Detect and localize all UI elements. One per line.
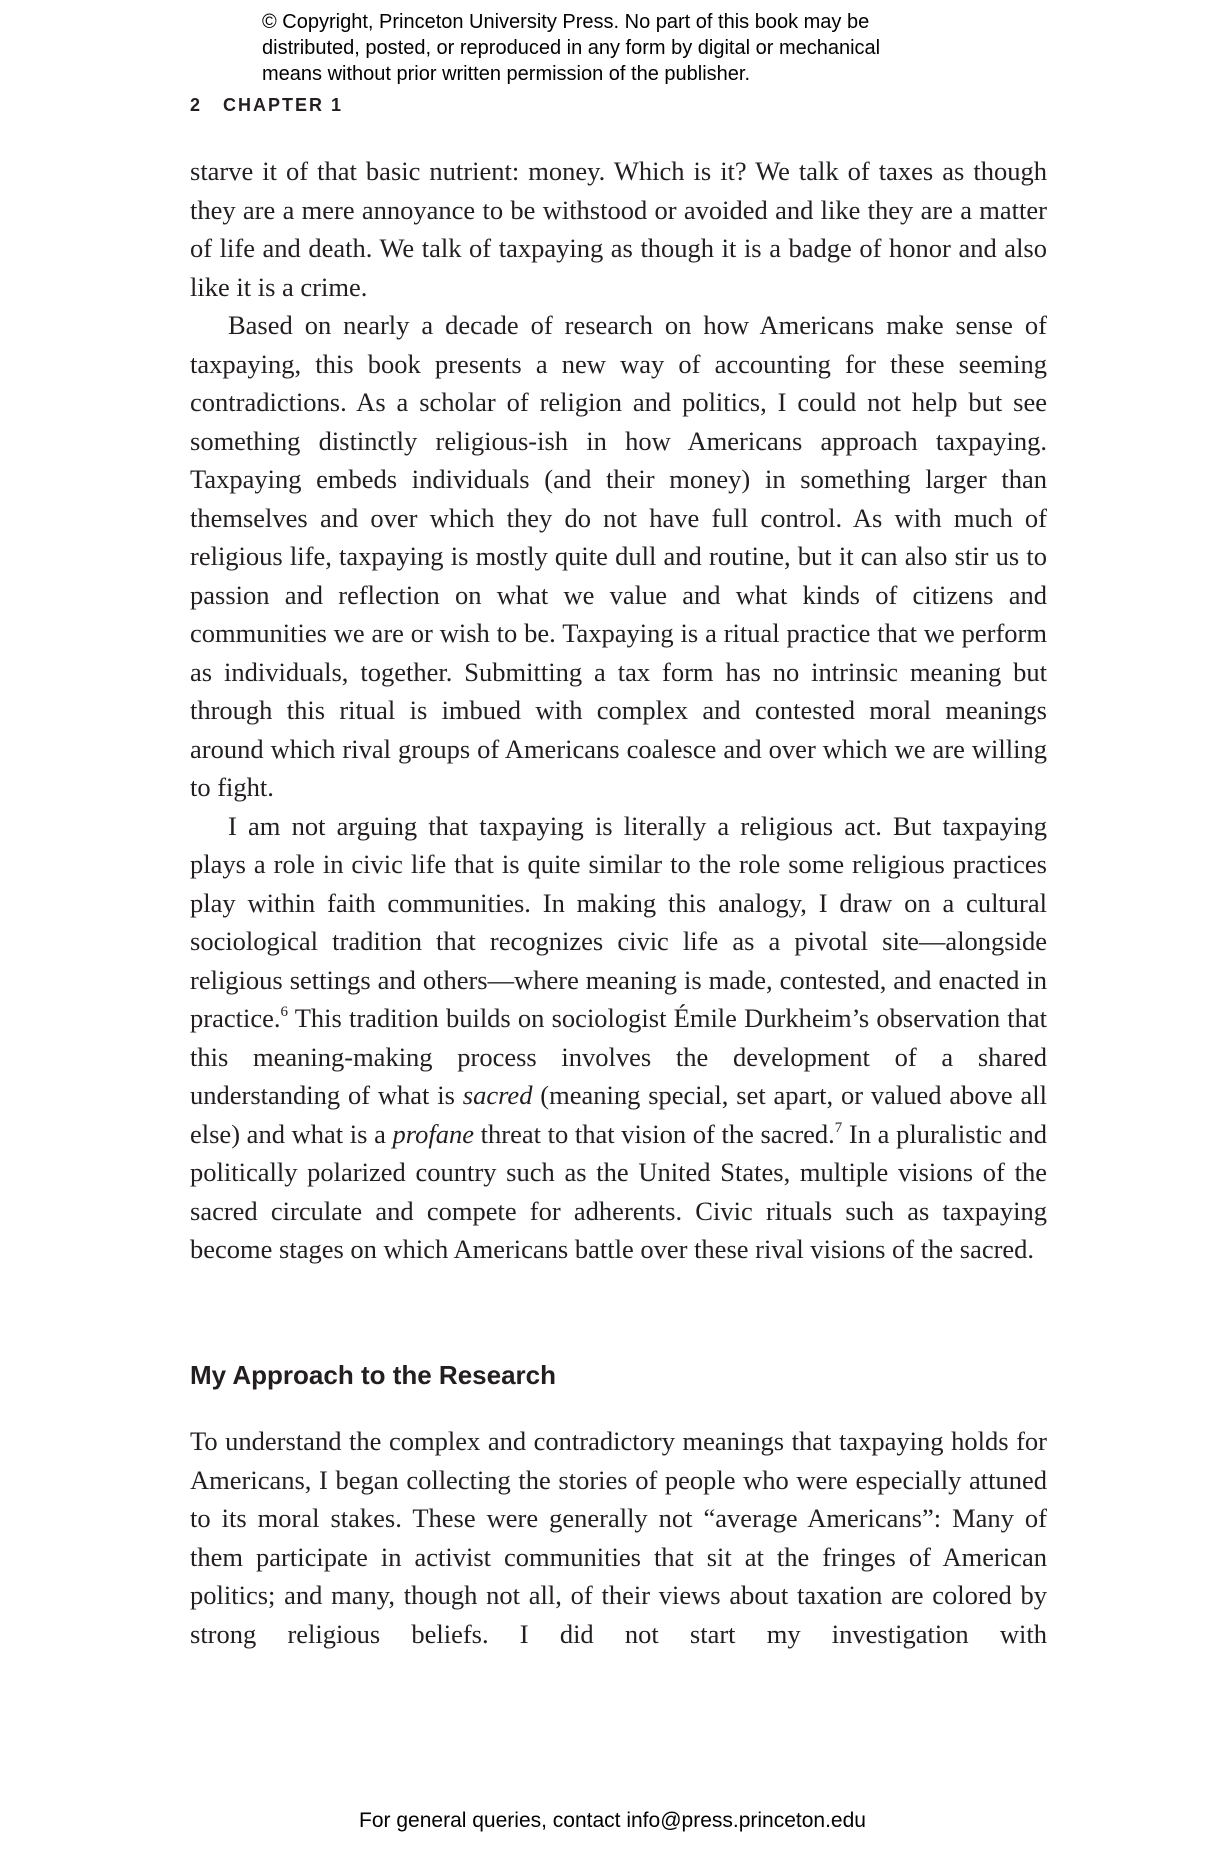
footer-text: For general queries, contact info@press.princeton.edu xyxy=(359,1809,866,1832)
copyright-line: means without prior written permission of the publisher. xyxy=(262,63,751,85)
footer xyxy=(0,1809,1225,1833)
copyright-line: © Copyright, Princeton University Press. No part of this book may be xyxy=(262,11,870,33)
body-text xyxy=(190,152,1047,1269)
text-run: In a pluralistic and politically polarized country such as the United States, multiple visions of the sacred circulate and compete for adherents. Civic rituals such as taxpaying become stages on which Americans battle over these rival visions of the sacred. xyxy=(190,1118,1047,1264)
paragraph xyxy=(190,807,1047,1269)
text-run: threat to that vision of the sacred. xyxy=(473,1118,835,1149)
text-run: This tradition builds on sociologist Émile Durkheim’s observation that this meaning-making process involves the development of a shared understanding of what is xyxy=(190,1003,1047,1110)
chapter-label: CHAPTER 1 xyxy=(223,95,344,115)
footnote-reference: 6 xyxy=(280,1004,288,1020)
text-run: I am not arguing that taxpaying is literally a religious act. But taxpaying plays a role in civic life that is quite similar to the role some religious practices play within faith communities. In making this analogy, I draw on a cultural sociological tradition that recognizes civic life as a pivotal site—alongside religious settings and others—where meaning is made, contested, and enacted in practice. xyxy=(190,810,1047,1033)
running-head xyxy=(190,95,343,116)
emphasis: sacred xyxy=(462,1080,533,1110)
footnote-reference: 7 xyxy=(834,1119,843,1136)
section-heading: My Approach to the Research xyxy=(190,1360,557,1390)
copyright-line: distributed, posted, or reproduced in any form by digital or mechanical xyxy=(262,37,881,59)
emphasis: profane xyxy=(392,1118,474,1149)
copyright-notice xyxy=(262,9,982,87)
paragraph: starve it of that basic nutrient: money. Which is it? We talk of taxes as though they are a mere annoyance to be withstood or avoided and like they are a matter of life and death. We talk of taxpaying as though it is a badge of honor and also like it is a crime. xyxy=(190,156,1047,302)
paragraph: Based on nearly a decade of research on how Americans make sense of taxpaying, this book presents a new way of accounting for these seeming contradictions. As a scholar of religion and politics, I could not help but see something distinctly religious-ish in how Americans approach taxpaying. Taxpaying embeds individuals (and their money) in something larger than themselves and over which they do not have full control. As with much of religious life, taxpaying is mostly quite dull and routine, but it can also stir us to passion and reflection on what we value and what kinds of citizens and communities we are or wish to be. Taxpaying is a ritual practice that we perform as individuals, together. Submitting a tax form has no intrinsic meaning but through this ritual is imbued with complex and contested moral meanings around which rival groups of Americans coalesce and over which we are willing to fight. xyxy=(190,310,1047,802)
text-run: (meaning special, set apart, or valued above all else) and what is a xyxy=(190,1080,1047,1149)
section-body-text xyxy=(190,1422,1047,1653)
paragraph: To understand the complex and contradictory meanings that taxpaying holds for Americans, I began collecting the stories of people who were especially attuned to its moral stakes. These were generally not “average Americans”: Many of them participate in activist communities that sit at the fringes of American politics; and many, though not all, of their views about taxation are colored by strong religious beliefs. I did not start my investigation with xyxy=(190,1426,1047,1649)
page-number: 2 xyxy=(190,95,203,115)
